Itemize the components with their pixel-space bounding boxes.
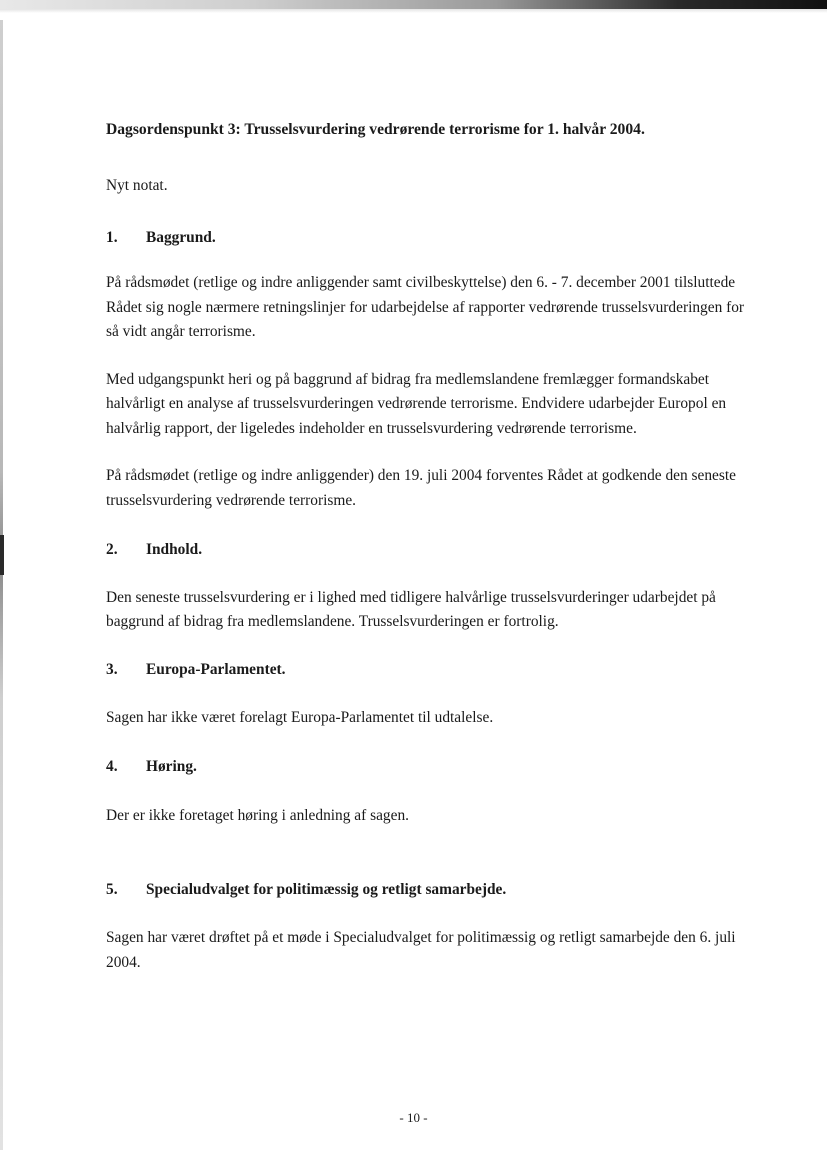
section-number: 4. <box>106 757 118 775</box>
scan-top-edge <box>0 0 827 9</box>
intro-text: Nyt notat. <box>106 177 168 194</box>
paragraph: Der er ikke foretaget høring i anledning af sagen. <box>106 807 409 824</box>
paragraph: Sagen har ikke været forelagt Europa-Parlamentet til udtalelse. <box>106 709 494 726</box>
scan-left-edge <box>0 20 3 1150</box>
section-number: 1. <box>106 228 118 246</box>
paragraph: Sagen har været drøftet på et møde i Specialudvalget for politimæssig og retligt samarbejde den 6. juli 2004. <box>106 929 736 971</box>
section-heading-3 <box>106 658 756 683</box>
section-heading-2 <box>106 538 756 563</box>
section-title: Europa-Parlamentet. <box>146 660 286 678</box>
section-number: 5. <box>106 880 118 898</box>
section-title: Indhold. <box>146 541 203 558</box>
scan-top-shadow <box>0 9 827 13</box>
section-number: 3. <box>106 660 118 678</box>
paragraph: Den seneste trusselsvurdering er i lighed med tidligere halvårlige trusselsvurderinger udarbejdet på baggrund af bidrag fra medlemslandene. Trusselsvurderingen er fortrolig. <box>106 588 716 630</box>
section-heading-1 <box>106 226 756 251</box>
section-heading-4 <box>106 755 756 780</box>
document-page <box>106 118 756 975</box>
section-heading-5 <box>106 878 756 903</box>
paragraph: På rådsmødet (retlige og indre anliggender) den 19. juli 2004 forventes Rådet at godkende den seneste trusselsvurdering vedrørende terrorisme. <box>106 467 736 509</box>
section-title: Høring. <box>146 757 197 775</box>
paragraph: Med udgangspunkt heri og på baggrund af bidrag fra medlemslandene fremlægger formandskabet halvårligt en analyse af trusselsvurderingen vedrørende terrorisme. Endvidere udarbejder Europol en halvårlig rapport, der ligeledes indeholder en trusselsvurdering vedrørende terrorisme. <box>106 370 727 437</box>
paragraph: På rådsmødet (retlige og indre anliggender samt civilbeskyttelse) den 6. - 7. december 2001 tilsluttede Rådet sig nogle nærmere retningslinjer for udarbejdelse af rapporter vedrørende trusselsvurderingen for så vidt angår terrorisme. <box>106 274 745 340</box>
scan-left-mark <box>0 535 4 575</box>
page-number: - 10 - <box>399 1110 428 1125</box>
section-title: Specialudvalget for politimæssig og retligt samarbejde. <box>146 880 507 898</box>
section-number: 2. <box>106 541 118 558</box>
section-title: Baggrund. <box>146 228 216 246</box>
document-title: Dagsordenspunkt 3: Trusselsvurdering vedrørende terrorisme for 1. halvår 2004. <box>106 121 645 138</box>
